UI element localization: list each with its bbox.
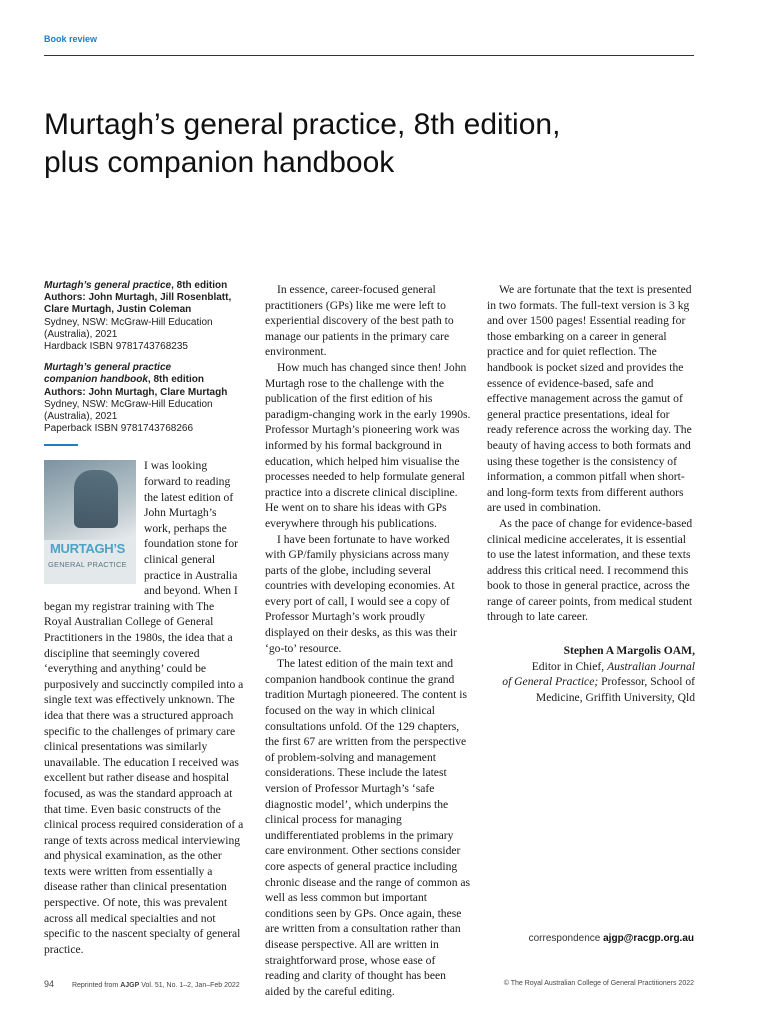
book2-edition: , 8th edition bbox=[147, 374, 204, 386]
book1-title: Murtagh’s general practice bbox=[44, 280, 172, 291]
book2-title-1: Murtagh’s general practice bbox=[44, 362, 172, 374]
article-title bbox=[44, 106, 684, 182]
book-info-main bbox=[44, 280, 244, 353]
page-footer bbox=[44, 979, 694, 989]
cover-title: MURTAGH’S bbox=[50, 541, 126, 557]
title-line-2: plus companion handbook bbox=[44, 146, 395, 179]
book1-publisher-1: Sydney, NSW: McGraw-Hill Education bbox=[44, 316, 213, 328]
header-divider bbox=[44, 55, 694, 56]
book1-authors-1: Authors: John Murtagh, Jill Rosenblatt, bbox=[44, 292, 232, 304]
body-column-1 bbox=[44, 458, 244, 957]
paragraph-3: How much has changed since then! John Murtagh rose to the challenge with the publication of the first edition of his paradigm-changing work in the early 1990s. Professor Murtagh’s pioneering work was informed by his formal background in education, which helped him visualise the processes needed to help formulate general practice into a discrete clinical discipline. He went on to share his ideas with GPs everywhere through his publications. bbox=[265, 360, 471, 530]
copyright: © The Royal Australian College of General Practitioners 2022 bbox=[503, 980, 694, 987]
paragraph-1: I was looking forward to reading the latest edition of John Murtagh’s work, perhaps the foundation stone for clinical general practice in Australia and beyond. When I began my registrar training with The Royal Australian College of General Practitioners in the 1980s, the idea that a discipline that seemingly covered ‘everything and anything’ could be purposively and succinctly compiled into a single text was effectively unknown. The idea that there was a structured approach specific to the challenges of primary care clinical presentations was similarly unavailable. The education I received was excellent but rather disease and hospital focused, as was the standard approach at that time. Even basic constructs of the clinical process required consideration of a range of texts across medical interviewing and physical examination, as the other texts were written from essentially a disease rather than clinical presentation perspective. Of note, this was prevalent across all medical specialties and not specific to the nascent specialty of general practice. bbox=[44, 459, 244, 956]
book1-authors-2: Clare Murtagh, Justin Coleman bbox=[44, 304, 192, 316]
issue-info: Vol. 51, No. 1–2, Jan–Feb 2022 bbox=[139, 982, 240, 989]
journal-abbrev: AJGP bbox=[120, 982, 140, 989]
body-column-3 bbox=[487, 282, 695, 625]
book1-isbn: Hardback ISBN 9781743768235 bbox=[44, 341, 188, 353]
reprint-label: Reprinted from bbox=[71, 982, 121, 989]
column-2 bbox=[265, 282, 472, 999]
paragraph-7: As the pace of change for evidence-based clinical medicine accelerates, it is essential to use the latest information, and these texts address this critical need. I recommend this book to those in general practice, across the range of career points, from medical student through to late career. bbox=[487, 516, 693, 624]
page-number: 94 bbox=[44, 979, 55, 989]
book1-publisher-2: (Australia), 2021 bbox=[44, 328, 118, 340]
reviewer-journal-2: of General Practice; bbox=[502, 675, 599, 689]
reviewer-journal-1: Australian Journal bbox=[607, 659, 695, 673]
book2-authors: Authors: John Murtagh, Clare Murtagh bbox=[44, 386, 228, 398]
book2-publisher-2: (Australia), 2021 bbox=[44, 411, 118, 423]
paragraph-2: In essence, career-focused general practitioners (GPs) like me were left to experiential discovery of the best path to manage our patients in the primary care environment. bbox=[265, 283, 454, 359]
correspondence bbox=[529, 933, 694, 944]
accent-divider bbox=[44, 444, 78, 446]
correspondence-email[interactable]: ajgp@racgp.org.au bbox=[603, 933, 694, 944]
reviewer-signoff bbox=[487, 643, 695, 705]
column-3 bbox=[487, 282, 695, 705]
reviewer-role-1: Editor in Chief, bbox=[531, 659, 608, 673]
paragraph-5: The latest edition of the main text and companion handbook continue the grand tradition Murtagh pioneered. The content is focused on the way in which clinical consultations unfold. Of the 129 chapters, the first 67 are written from the perspective of problem-solving and management considerations. These include the latest version of Professor Murtagh’s ‘safe diagnostic model’, which underpins the clinical process for managing undifferentiated problems in the primary care environment. Other sections consider core aspects of general practice including chronic disease and the range of common as well as less common but important conditions seen by GPs. Once again, these are written from a consultation rather than disease perspective. All are written in straightforward prose, whose ease of reading and clarity of thought has been aided by the careful editing. bbox=[265, 657, 471, 998]
book2-title-2: companion handbook bbox=[44, 374, 148, 386]
correspondence-label: correspondence bbox=[528, 933, 604, 944]
column-1 bbox=[44, 280, 244, 957]
book2-publisher-1: Sydney, NSW: McGraw-Hill Education bbox=[44, 398, 213, 410]
paragraph-6: We are fortunate that the text is presented in two formats. The full-text version is 3 kg and over 1500 pages! Essential reading for those embarking on a career in general practice and for quiet reflection. The handbook is pocket sized and provides the essence of evidence-based, safe and effective management across the gamut of general practice presentations, ideal for ready reference across the working day. The beauty of having access to both formats and using these together is the consistency of information, a common pitfall when short- and long-form texts from different authors are used in combination. bbox=[487, 283, 692, 515]
cover-photo bbox=[74, 470, 118, 528]
book2-isbn: Paperback ISBN 9781743768266 bbox=[44, 423, 194, 435]
book-info-handbook bbox=[44, 362, 244, 435]
reviewer-role-2: Professor, School of bbox=[598, 675, 695, 689]
cover-subtitle: GENERAL PRACTICE bbox=[48, 560, 127, 570]
reviewer-role-3: Medicine, Griffith University, Qld bbox=[535, 690, 695, 704]
book1-edition: , 8th edition bbox=[171, 280, 228, 291]
section-label: Book review bbox=[44, 34, 98, 44]
book-cover-image bbox=[44, 460, 136, 584]
title-line-1: Murtagh’s general practice, 8th edition, bbox=[44, 108, 561, 141]
reviewer-name: Stephen A Margolis OAM, bbox=[563, 644, 695, 658]
paragraph-4: I have been fortunate to have worked with GP/family physicians across many parts of the globe, including several countries with developing economies. At every port of call, I would see a copy of Professor Murtagh’s work proudly displayed on their desks, as this was their ‘go-to’ resource. bbox=[265, 532, 457, 655]
